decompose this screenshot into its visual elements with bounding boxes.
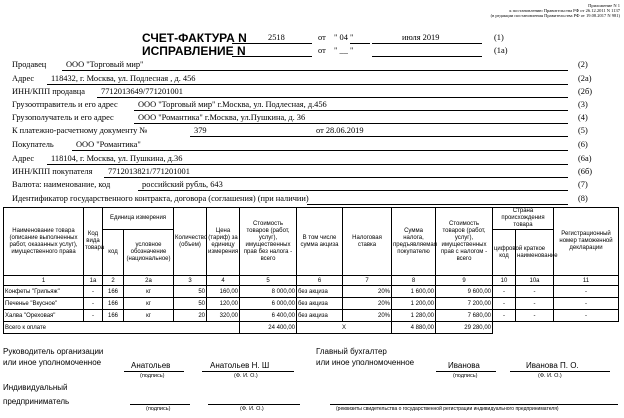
table-cell: 7 680,00 — [436, 310, 493, 322]
field-value: 118104, г. Москва, ул. Пушкина, д.36 — [51, 154, 183, 163]
table-cell: Халва "Ореховая" — [4, 310, 84, 322]
table-cell: 50 — [174, 298, 207, 310]
table-cell: без акциза — [297, 298, 343, 310]
table-row — [4, 286, 619, 298]
field-value: ООО "Торговый мир" — [66, 60, 144, 69]
column-number: 10 — [493, 276, 516, 286]
table-cell: 20 — [174, 310, 207, 322]
col-header-3: Количество (объем) — [174, 208, 207, 276]
field-label: Адрес — [12, 154, 35, 163]
col-header-8: Сумма налога, предъявляемая покупателю — [392, 208, 436, 276]
acct-label-line1: Главный бухгалтер — [316, 347, 387, 356]
table-cell: 6 400,00 — [240, 310, 297, 322]
col-header-7: Налоговая ставка — [343, 208, 392, 276]
table-cell: 166 — [103, 286, 124, 298]
table-cell: 7 200,00 — [436, 298, 493, 310]
column-number: 2 — [103, 276, 124, 286]
col-header-1a: Код вида товара — [84, 208, 103, 276]
total-row — [4, 322, 619, 334]
field-value: ООО "Романтика" г.Москва, ул.Пушкина, д. 36 — [138, 113, 306, 122]
column-number: 3 — [174, 276, 207, 286]
field-value: российский рубль, 643 — [142, 180, 223, 189]
field-code: (2б) — [578, 87, 593, 96]
field-label: Грузополучатель и его адрес — [12, 113, 114, 122]
table-cell: 9 600,00 — [436, 286, 493, 298]
head-label-line2: или иное уполномоченное — [3, 358, 102, 367]
field-code: (6) — [578, 140, 588, 149]
acct-fio-caption: (Ф. И. О.) — [538, 373, 562, 379]
field-extra: от 28.06.2019 — [316, 126, 364, 135]
table-cell: - — [493, 310, 516, 322]
total-cell — [493, 322, 619, 334]
code-1a: (1а) — [494, 46, 508, 55]
ip-cert-caption: (реквизиты свидетельства о государственной регистрации индивидуального предпринимателя) — [336, 406, 559, 412]
col-header-2a: условное обозначение (национальное) — [124, 230, 174, 276]
field-code: (6а) — [578, 154, 592, 163]
table-cell: - — [554, 286, 619, 298]
col-header-2: код — [103, 230, 124, 276]
table-cell: - — [516, 286, 554, 298]
table-cell: кг — [124, 298, 174, 310]
field-label: Адрес — [12, 74, 35, 83]
ip-sign-caption: (подпись) — [146, 406, 171, 412]
field-label: Продавец — [12, 60, 47, 69]
table-cell: 20% — [343, 298, 392, 310]
head-fio-caption: (Ф. И. О.) — [234, 373, 258, 379]
col-header-4: Цена (тариф) за единицу измерения — [207, 208, 240, 276]
correction-from-label: от — [318, 46, 326, 55]
field-value: ООО "Торговый мир" г.Москва, ул. Подлесная, д.456 — [138, 100, 327, 109]
table-cell: - — [493, 298, 516, 310]
column-number: 4 — [207, 276, 240, 286]
table-cell: 20% — [343, 286, 392, 298]
table-cell: Конфеты "Грильяж" — [4, 286, 84, 298]
field-value: 7712013649/771201001 — [101, 87, 183, 96]
total-cell: Всего к оплате — [4, 322, 240, 334]
col-header-10a: краткое наименование — [516, 230, 554, 276]
table-cell: 320,00 — [207, 310, 240, 322]
acct-sign-caption: (подпись) — [453, 373, 478, 379]
total-cell: 24 400,00 — [240, 322, 297, 334]
table-cell: кг — [124, 310, 174, 322]
table-cell: - — [554, 298, 619, 310]
column-number: 1 — [4, 276, 84, 286]
table-cell: - — [554, 310, 619, 322]
acct-label-line2: или иное уполномоченное — [316, 358, 415, 367]
table-cell: 1 200,00 — [392, 298, 436, 310]
column-number: 6 — [297, 276, 343, 286]
invoice-number: 2518 — [268, 33, 285, 42]
head-signature: Анатольев — [131, 361, 171, 370]
table-cell: - — [84, 298, 103, 310]
invoice-title: СЧЕТ-ФАКТУРА N — [142, 31, 247, 45]
invoice-month-year: июля 2019 — [402, 33, 440, 42]
field-label: ИНН/КПП покупателя — [12, 167, 93, 176]
table-cell: кг — [124, 286, 174, 298]
col-header-10: цифровой код — [493, 230, 516, 276]
field-label: Идентификатор государственного контракта, договора (соглашения) (при наличии) — [12, 194, 309, 203]
column-number: 5 — [240, 276, 297, 286]
field-code: (5) — [578, 126, 588, 135]
field-code: (7) — [578, 180, 588, 189]
table-row — [4, 298, 619, 310]
col-header-units: Единица измерения — [103, 208, 174, 230]
column-number: 11 — [554, 276, 619, 286]
field-label: ИНН/КПП продавца — [12, 87, 85, 96]
field-label: Покупатель — [12, 140, 54, 149]
field-value: 7712013821/771201001 — [108, 167, 190, 176]
accountant-signature: Иванова — [448, 361, 480, 370]
column-number: 1а — [84, 276, 103, 286]
table-cell: 1 600,00 — [392, 286, 436, 298]
total-cell: X — [297, 322, 392, 334]
column-number: 8 — [392, 276, 436, 286]
ip-label-line1: Индивидуальный — [3, 383, 68, 392]
table-cell: - — [84, 310, 103, 322]
field-value: ООО "Романтика" — [76, 140, 141, 149]
table-cell: Печенье "Вкусное" — [4, 298, 84, 310]
table-cell: 120,00 — [207, 298, 240, 310]
field-label: Грузоотправитель и его адрес — [12, 100, 118, 109]
total-cell: 4 880,00 — [392, 322, 436, 334]
ip-label-line2: предприниматель — [3, 397, 70, 406]
field-label: К платежно-расчетному документу № — [12, 126, 148, 135]
head-label-line1: Руководитель организации — [3, 347, 104, 356]
accountant-label — [316, 347, 414, 367]
table-cell: 50 — [174, 286, 207, 298]
goods-table — [3, 207, 619, 334]
column-number: 10а — [516, 276, 554, 286]
correction-title: ИСПРАВЛЕНИЕ N — [142, 44, 246, 58]
table-cell: 6 000,00 — [240, 298, 297, 310]
col-header-country: Страна происхождения товара — [493, 208, 554, 230]
field-code: (4) — [578, 113, 588, 122]
col-header-9: Стоимость товаров (работ, услуг), имущественных прав с налогом - всего — [436, 208, 493, 276]
field-value: 118432, г. Москва, ул. Подлесная , д. 456 — [51, 74, 196, 83]
table-cell: - — [493, 286, 516, 298]
field-code: (8) — [578, 194, 588, 203]
head-sign-caption: (подпись) — [140, 373, 165, 379]
col-header-11: Регистрационный номер таможенной декларации — [554, 208, 619, 276]
table-cell: 160,00 — [207, 286, 240, 298]
total-cell: 29 280,00 — [436, 322, 493, 334]
field-code: (2) — [578, 60, 588, 69]
preamble — [491, 3, 620, 18]
table-cell: 20% — [343, 310, 392, 322]
preamble-line-3: (в редакции постановления Правительства РФ от 19.08.2017 N 981) — [490, 13, 620, 18]
col-header-5: Стоимость товаров (работ, услуг), имущественных прав без налога - всего — [240, 208, 297, 276]
col-header-1: Наименование товара (описание выполненных работ, оказанных услуг), имущественного права — [4, 208, 84, 276]
ip-fio-caption: (Ф. И. О.) — [240, 406, 264, 412]
preamble-line-1: Приложение N 1 — [588, 3, 620, 8]
invoice-from-label: от — [318, 33, 326, 42]
table-cell: - — [516, 298, 554, 310]
table-cell: 1 280,00 — [392, 310, 436, 322]
table-cell: 166 — [103, 298, 124, 310]
code-1: (1) — [494, 33, 504, 42]
table-cell: - — [516, 310, 554, 322]
field-value: 379 — [194, 126, 207, 135]
table-row — [4, 310, 619, 322]
head-label — [3, 347, 103, 367]
column-number: 9 — [436, 276, 493, 286]
col-header-6: В том числе сумма акциза — [297, 208, 343, 276]
field-code: (3) — [578, 100, 588, 109]
column-number: 2а — [124, 276, 174, 286]
field-code: (6б) — [578, 167, 593, 176]
table-cell: 166 — [103, 310, 124, 322]
preamble-line-2: к постановлению Правительства РФ от 26.12.2011 N 1137 — [509, 8, 620, 13]
table-cell: 8 000,00 — [240, 286, 297, 298]
head-name: Анатольев Н. Ш — [210, 361, 270, 370]
invoice-day: " 04 " — [334, 33, 354, 42]
table-cell: без акциза — [297, 286, 343, 298]
accountant-name: Иванова П. О. — [526, 361, 579, 370]
field-label: Валюта: наименование, код — [12, 180, 111, 189]
correction-day: " __ " — [334, 46, 354, 55]
column-number: 7 — [343, 276, 392, 286]
field-code: (2а) — [578, 74, 592, 83]
ip-label — [3, 383, 69, 406]
table-cell: без акциза — [297, 310, 343, 322]
table-cell: - — [84, 286, 103, 298]
